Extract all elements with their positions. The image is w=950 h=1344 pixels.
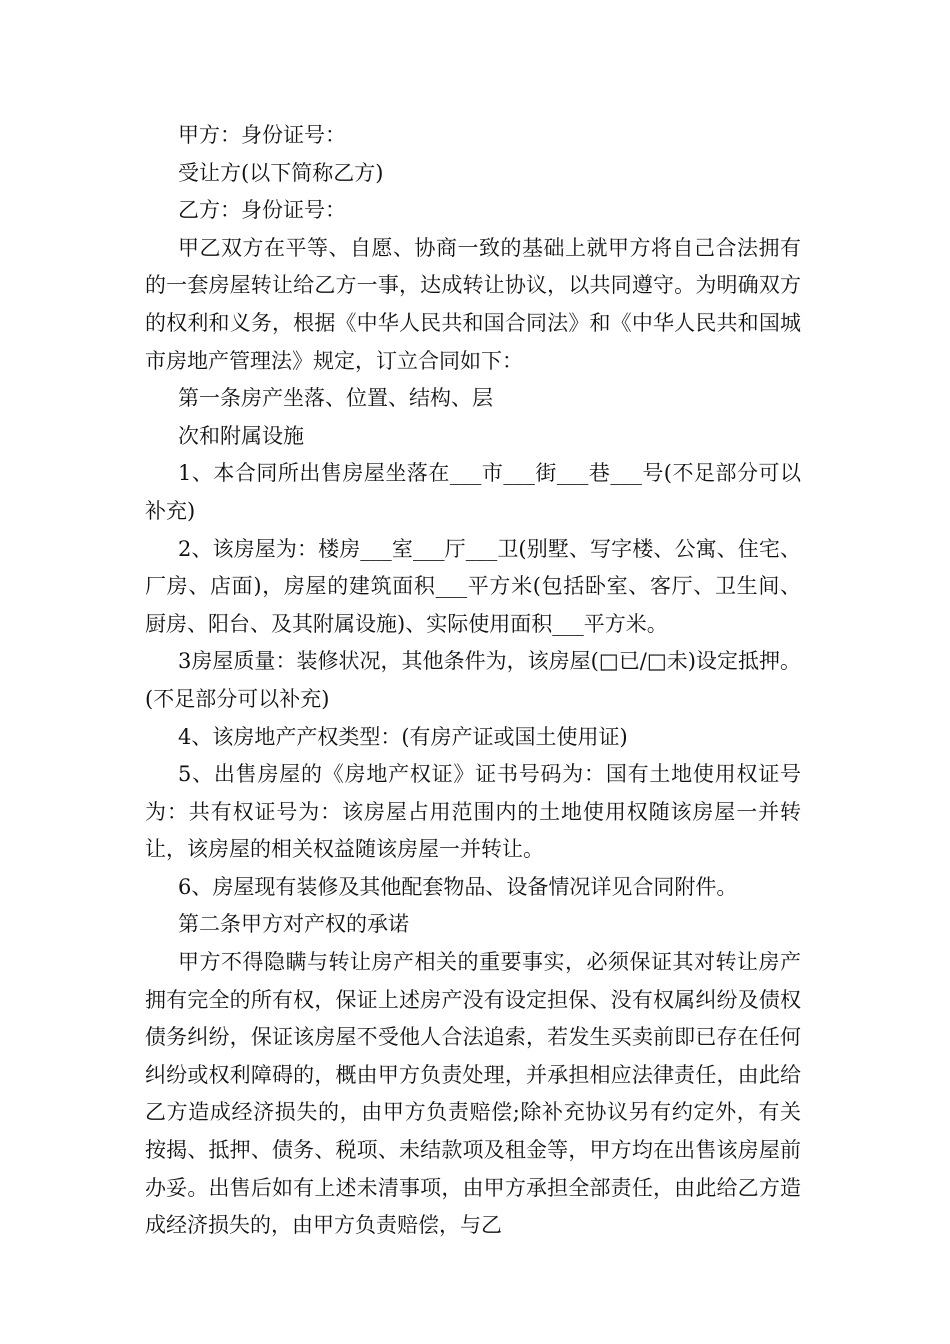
document-page bbox=[145, 117, 801, 1245]
article-2-heading: 第二条甲方对产权的承诺 bbox=[178, 912, 409, 937]
clause-2-house-type: 2、该房屋为：楼房___室___厅___卫(别墅、写字楼、公寓、住宅、厂房、店面)，房屋的建筑面积___平方米(包括卧室、客厅、卫生间、厨房、阳台、及其附属设施)、实际使用面积___平方米。 bbox=[145, 536, 801, 636]
party-a-id-line: 甲方：身份证号： bbox=[178, 123, 346, 147]
article-1-heading: 第一条房产坐落、位置、结构、层 bbox=[178, 386, 493, 411]
article-1-heading-continued: 次和附属设施 bbox=[178, 423, 304, 448]
party-b-id-line: 乙方：身份证号： bbox=[178, 198, 346, 223]
clause-1-location: 1、本合同所出售房屋坐落在___市___街___巷___号(不足部分可以补充) bbox=[145, 461, 801, 523]
clause-5-certificate: 5、出售房屋的《房地产权证》证书号码为：国有土地使用权证号为：共有权证号为：该房屋占用范围内的土地使用权随该房屋一并转让，该房屋的相关权益随该房屋一并转让。 bbox=[145, 762, 801, 862]
article-2-body: 甲方不得隐瞒与转让房产相关的重要事实，必须保证其对转让房产拥有完全的所有权，保证上述房产没有设定担保、没有权属纠纷及债权债务纠纷，保证该房屋不受他人合法追索，若发生买卖前即已存在任何纠纷或权利障碍的，概由甲方负责处理，并承担相应法律责任，由此给乙方造成经济损失的，由甲方负责赔偿;除补充协议另有约定外，有关按揭、抵押、债务、税项、未结款项及租金等，甲方均在出售该房屋前办妥。出售后如有上述未清事项，由甲方承担全部责任，由此给乙方造成经济损失的，由甲方负责赔偿，与乙 bbox=[145, 950, 801, 1238]
clause-4-property-type: 4、该房地产产权类型：(有房产证或国土使用证) bbox=[178, 724, 628, 749]
preamble-paragraph: 甲乙双方在平等、自愿、协商一致的基础上就甲方将自己合法拥有的一套房屋转让给乙方一事，达成转让协议，以共同遵守。为明确双方的权利和义务，根据《中华人民共和国合同法》和《中华人民共和国城市房地产管理法》规定，订立合同如下： bbox=[145, 235, 801, 373]
clause-6-fixtures: 6、房屋现有装修及其他配套物品、设备情况详见合同附件。 bbox=[178, 874, 738, 899]
clause-3-house-quality: 3房屋质量：装修状况，其他条件为，该房屋(□已/□未)设定抵押。(不足部分可以补充) bbox=[145, 649, 801, 711]
transferee-line: 受让方(以下简称乙方) bbox=[178, 160, 384, 185]
